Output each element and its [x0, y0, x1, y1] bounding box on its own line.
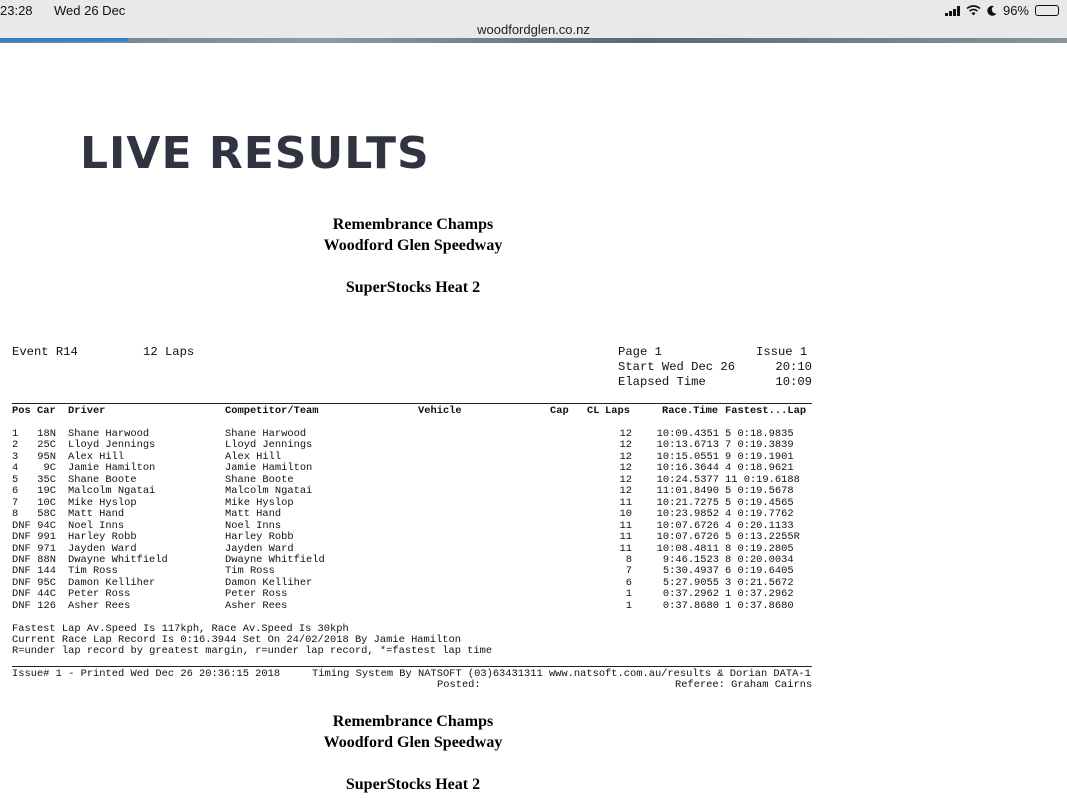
url-text[interactable]: woodfordglen.co.nz — [477, 22, 590, 37]
cell-laps: 7 — [625, 565, 632, 578]
status-indicators — [945, 3, 1059, 18]
cell-driver: Noel Inns — [68, 519, 125, 532]
cell-team: Jamie Hamilton — [225, 462, 313, 475]
col-car: Car — [37, 405, 56, 417]
cell-fastest-lap: 4 0:19.7762 — [725, 508, 794, 521]
start-date: Start Wed Dec 26 — [618, 360, 736, 374]
cell-laps: 1 — [625, 599, 632, 612]
note-speeds: Fastest Lap Av.Speed Is 117kph, Race Av.Speed Is 30kph — [12, 623, 349, 635]
cell-driver: Matt Hand — [68, 508, 125, 521]
divider — [12, 403, 812, 404]
cell-pos: DNF — [12, 599, 31, 612]
cell-car: 18N — [37, 428, 56, 440]
cell-race-time: 10:24.5377 — [656, 473, 719, 486]
cell-fastest-lap: 5 0:13.2255R — [725, 531, 800, 544]
cell-laps: 11 — [619, 542, 632, 555]
wifi-icon — [966, 5, 981, 16]
cell-pos: DNF — [12, 565, 31, 578]
moon-icon — [987, 5, 997, 16]
cell-car: 19C — [37, 485, 56, 498]
cell-car: 991 — [37, 531, 56, 544]
cell-driver: Malcolm Ngatai — [68, 485, 156, 498]
status-bar — [0, 0, 1067, 22]
cell-race-time: 0:37.2962 — [662, 588, 719, 601]
cell-laps: 12 — [619, 450, 632, 463]
posted-label: Posted: — [437, 679, 481, 691]
cell-laps: 6 — [625, 576, 632, 589]
address-bar[interactable] — [0, 22, 1067, 38]
cell-race-time: 0:37.8680 — [662, 599, 719, 612]
col-fastest-lap: Fastest...Lap — [725, 405, 807, 417]
cell-pos: 4 — [12, 462, 19, 475]
header-banner-strip — [0, 38, 1067, 43]
footer-divider — [12, 666, 812, 667]
cell-driver: Tim Ross — [68, 565, 118, 578]
event-number: Event R14 — [12, 345, 78, 359]
event-laps: 12 Laps — [143, 345, 195, 359]
cell-team: Peter Ross — [225, 588, 288, 601]
cell-driver: Shane Boote — [68, 473, 137, 486]
cell-laps: 12 — [619, 485, 632, 498]
cell-fastest-lap: 5 0:19.5678 — [725, 485, 794, 498]
col-driver: Driver — [68, 405, 106, 417]
cell-team: Asher Rees — [225, 599, 288, 612]
cell-pos: DNF — [12, 519, 31, 532]
col-laps: Laps — [605, 405, 630, 417]
cell-driver: Lloyd Jennings — [68, 439, 156, 452]
cell-driver: Shane Harwood — [68, 428, 150, 440]
cell-team: Alex Hill — [225, 450, 282, 463]
cell-fastest-lap: 8 0:20.0034 — [725, 553, 794, 566]
cell-pos: 1 — [12, 428, 19, 440]
cell-car: 971 — [37, 542, 56, 555]
cell-laps: 10 — [619, 508, 632, 521]
cell-pos: DNF — [12, 588, 31, 601]
cell-car: 144 — [37, 565, 56, 578]
cell-car: 95C — [37, 576, 56, 589]
status-time: 23:28 — [0, 3, 33, 18]
cell-pos: DNF — [12, 553, 31, 566]
col-cap: Cap — [550, 405, 569, 417]
cell-race-time: 10:07.6726 — [656, 519, 719, 532]
page-load-progress — [0, 38, 128, 41]
cell-race-time: 10:07.6726 — [656, 531, 719, 544]
cell-car: 94C — [37, 519, 56, 532]
cell-race-time: 10:16.3644 — [656, 462, 719, 475]
cell-driver: Asher Rees — [68, 599, 131, 612]
report-venue: Woodford Glen Speedway — [323, 237, 503, 254]
cell-race-time: 10:13.6713 — [656, 439, 719, 452]
cell-laps: 8 — [625, 553, 632, 566]
cell-fastest-lap: 7 0:19.3839 — [725, 439, 794, 452]
cell-car: 58C — [37, 508, 56, 521]
cell-team: Lloyd Jennings — [225, 439, 313, 452]
printed-info: Issue# 1 - Printed Wed Dec 26 20:36:15 2018 — [12, 668, 281, 680]
cell-team: Harley Robb — [225, 531, 294, 544]
page-title: LIVE RESULTS — [80, 128, 430, 179]
cell-team: Matt Hand — [225, 508, 282, 521]
cell-race-time: 5:30.4937 — [662, 565, 719, 578]
cell-pos: 7 — [12, 496, 19, 509]
cellular-signal-icon — [945, 6, 960, 16]
referee: Referee: Graham Cairns — [675, 679, 813, 691]
col-team: Competitor/Team — [225, 405, 319, 417]
cell-laps: 11 — [619, 531, 632, 544]
cell-fastest-lap: 6 0:19.6405 — [725, 565, 794, 578]
cell-race-time: 11:01.8490 — [656, 485, 719, 498]
note-lap-record: Current Race Lap Record Is 0:16.3944 Set On 24/02/2018 By Jamie Hamilton — [12, 634, 461, 646]
cell-pos: DNF — [12, 531, 31, 544]
cell-team: Shane Boote — [225, 473, 294, 486]
battery-icon — [1035, 5, 1059, 16]
elapsed-time: 10:09 — [775, 375, 812, 389]
cell-driver: Damon Kelliher — [68, 576, 156, 589]
timing-system-info: Timing System By NATSOFT (03)63431311 www.natsoft.com.au/results & Dorian DATA-1 — [312, 668, 811, 680]
cell-race-time: 10:15.0551 — [656, 450, 719, 463]
cell-car: 35C — [37, 473, 56, 486]
report-title: Remembrance Champs — [332, 216, 494, 233]
cell-team: Tim Ross — [225, 565, 275, 578]
cell-race-time: 9:46.1523 — [662, 553, 719, 566]
cell-driver: Jamie Hamilton — [68, 462, 156, 475]
cell-driver: Mike Hyslop — [68, 496, 137, 509]
cell-laps: 12 — [619, 428, 632, 440]
report-race-name: SuperStocks Heat 2 — [345, 279, 481, 296]
cell-team: Shane Harwood — [225, 428, 307, 440]
cell-team: Dwayne Whitfield — [225, 553, 325, 566]
cell-team: Mike Hyslop — [225, 496, 294, 509]
cell-driver: Peter Ross — [68, 588, 131, 601]
page-number: Page 1 — [618, 345, 662, 359]
report-title-next: Remembrance Champs — [332, 713, 494, 730]
cell-laps: 12 — [619, 462, 632, 475]
cell-car: 126 — [37, 599, 56, 612]
cell-team: Jayden Ward — [225, 542, 294, 555]
status-date: Wed 26 Dec — [54, 3, 126, 18]
cell-laps: 1 — [625, 588, 632, 601]
note-legend: R=under lap record by greatest margin, r=under lap record, *=fastest lap time — [12, 645, 493, 657]
cell-fastest-lap: 3 0:21.5672 — [725, 576, 794, 589]
cell-pos: 2 — [12, 439, 19, 452]
cell-fastest-lap: 11 0:19.6188 — [725, 473, 800, 486]
cell-race-time: 10:08.4811 — [656, 542, 719, 555]
cell-fastest-lap: 5 0:18.9835 — [725, 428, 794, 440]
cell-pos: DNF — [12, 542, 31, 555]
cell-car: 9C — [43, 462, 56, 475]
cell-fastest-lap: 9 0:19.1901 — [725, 450, 794, 463]
battery-percent: 96% — [1002, 3, 1029, 18]
cell-race-time: 5:27.9055 — [662, 576, 719, 589]
cell-pos: 5 — [12, 473, 19, 486]
cell-car: 10C — [37, 496, 56, 509]
cell-driver: Jayden Ward — [68, 542, 137, 555]
cell-car: 95N — [37, 450, 56, 463]
cell-laps: 12 — [619, 473, 632, 486]
report-venue-next: Woodford Glen Speedway — [323, 734, 503, 751]
cell-team: Noel Inns — [225, 519, 282, 532]
cell-fastest-lap: 1 0:37.8680 — [725, 599, 794, 612]
cell-fastest-lap: 4 0:20.1133 — [725, 519, 794, 532]
issue-number: Issue 1 — [756, 345, 808, 359]
cell-laps: 11 — [619, 496, 632, 509]
cell-fastest-lap: 8 0:19.2805 — [725, 542, 794, 555]
cell-car: 25C — [37, 439, 56, 452]
cell-pos: 6 — [12, 485, 19, 498]
cell-race-time: 10:21.7275 — [656, 496, 719, 509]
cell-driver: Alex Hill — [68, 450, 125, 463]
col-cl: CL — [587, 405, 600, 417]
cell-fastest-lap: 1 0:37.2962 — [725, 588, 794, 601]
cell-race-time: 10:09.4351 — [656, 428, 719, 440]
cell-race-time: 10:23.9852 — [656, 508, 719, 521]
cell-pos: 8 — [12, 508, 19, 521]
cell-fastest-lap: 4 0:18.9621 — [725, 462, 794, 475]
cell-laps: 11 — [619, 519, 632, 532]
cell-pos: DNF — [12, 576, 31, 589]
col-pos: Pos — [12, 405, 31, 417]
start-time: 20:10 — [775, 360, 812, 374]
cell-car: 44C — [37, 588, 56, 601]
cell-pos: 3 — [12, 450, 19, 463]
cell-car: 88N — [37, 553, 56, 566]
elapsed-label: Elapsed Time — [618, 375, 706, 389]
col-vehicle: Vehicle — [418, 405, 462, 417]
cell-driver: Dwayne Whitfield — [68, 553, 168, 566]
report-race-name-next: SuperStocks Heat 2 — [345, 776, 481, 793]
cell-team: Malcolm Ngatai — [225, 485, 313, 498]
cell-fastest-lap: 5 0:19.4565 — [725, 496, 794, 509]
cell-driver: Harley Robb — [68, 531, 137, 544]
cell-team: Damon Kelliher — [225, 576, 313, 589]
col-race-time: Race.Time — [662, 405, 719, 417]
cell-laps: 12 — [619, 439, 632, 452]
